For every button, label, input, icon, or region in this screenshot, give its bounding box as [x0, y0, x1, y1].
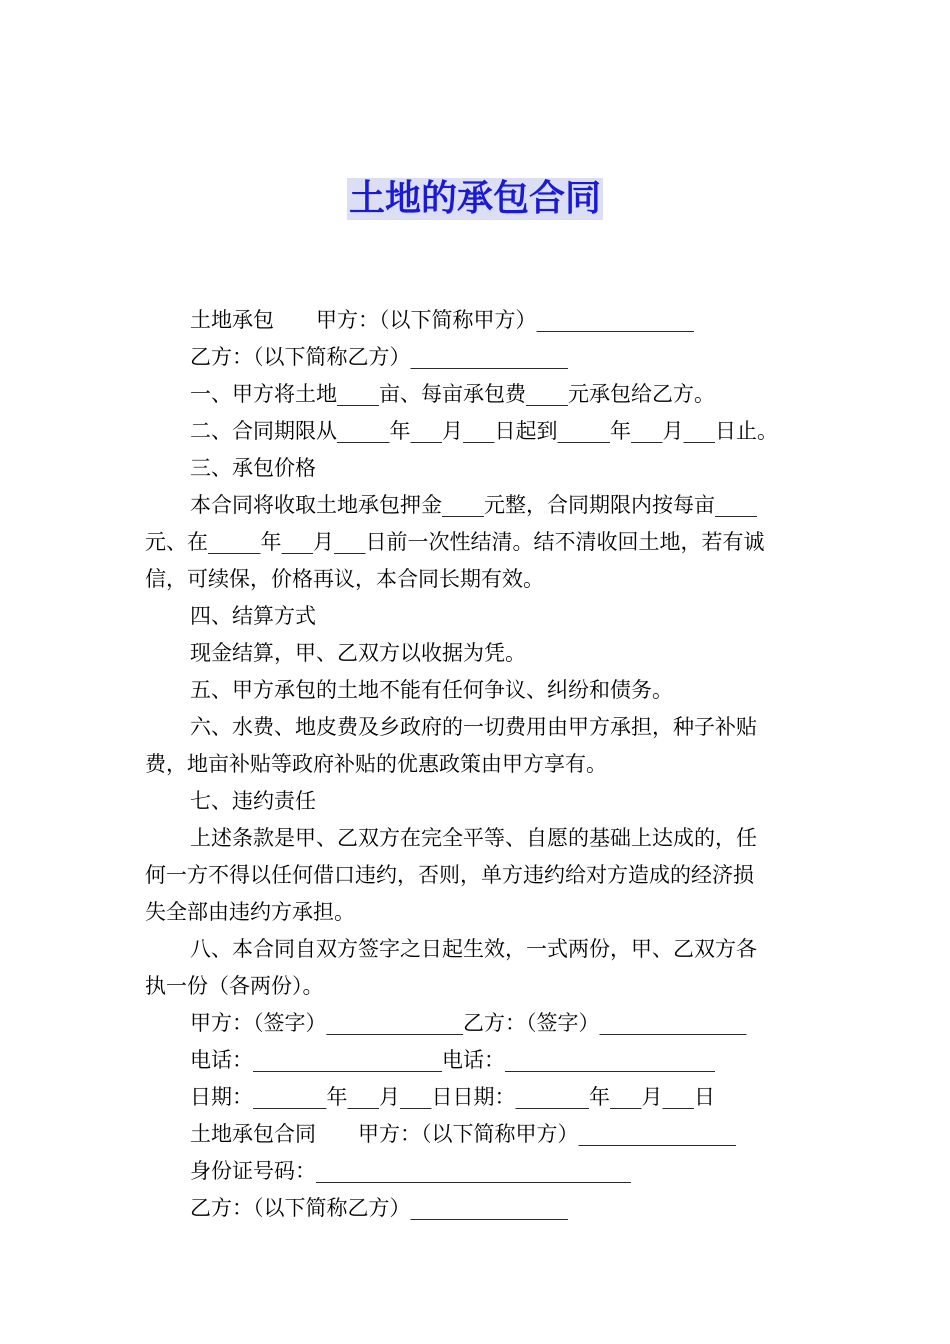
paragraph-line: 乙方：（以下简称乙方）_______________ — [190, 345, 568, 369]
paragraph-line: 土地承包合同 甲方：（以下简称甲方）_______________ — [190, 1122, 736, 1146]
paragraph-line: 执一份（各两份）。 — [145, 974, 324, 998]
paragraph-line: 四、结算方式 — [190, 604, 316, 628]
paragraph-line: 何一方不得以任何借口违约，否则，单方违约给对方造成的经济损 — [145, 863, 754, 887]
paragraph-line: 现金结算，甲、乙双方以收据为凭。 — [190, 641, 526, 665]
paragraph-line: 信，可续保，价格再议，本合同长期有效。 — [145, 567, 544, 591]
paragraph-line: 身份证号码：______________________________ — [190, 1159, 631, 1183]
document-body — [145, 302, 810, 1227]
document-title: 土地的承包合同 — [348, 178, 601, 219]
paragraph-line: 甲方：（签字）_____________乙方：（签字）______________ — [190, 1011, 747, 1035]
paragraph-line: 失全部由违约方承担。 — [145, 900, 355, 924]
paragraph-line: 土地承包 甲方：（以下简称甲方）_______________ — [190, 308, 694, 332]
paragraph-line: 五、甲方承包的土地不能有任何争议、纠纷和债务。 — [190, 678, 673, 702]
paragraph-line: 本合同将收取土地承包押金____元整，合同期限内按每亩____ — [190, 493, 757, 517]
paragraph-line: 费，地亩补贴等政府补贴的优惠政策由甲方享有。 — [145, 752, 607, 776]
paragraph-line: 元、在_____年___月___日前一次性结清。结不清收回土地，若有诚 — [145, 530, 765, 554]
paragraph-line: 八、本合同自双方签字之日起生效，一式两份，甲、乙双方各 — [190, 937, 757, 961]
paragraph-line: 一、甲方将土地____亩、每亩承包费____元承包给乙方。 — [190, 382, 715, 406]
paragraph-line: 日期：_______年___月___日日期：_______年___月___日 — [190, 1085, 715, 1109]
paragraph-line: 二、合同期限从_____年___月___日起到_____年___月___日止。 — [190, 419, 778, 443]
paragraph-line: 电话：__________________电话：____________________ — [190, 1048, 715, 1072]
paragraph-line: 七、违约责任 — [190, 789, 316, 813]
paragraph-line: 乙方：（以下简称乙方）_______________ — [190, 1196, 568, 1220]
paragraph-line: 上述条款是甲、乙双方在完全平等、自愿的基础上达成的，任 — [190, 826, 757, 850]
title-block — [0, 178, 950, 220]
paragraph-line: 三、承包价格 — [190, 456, 316, 480]
paragraph-line: 六、水费、地皮费及乡政府的一切费用由甲方承担，种子补贴 — [190, 715, 757, 739]
